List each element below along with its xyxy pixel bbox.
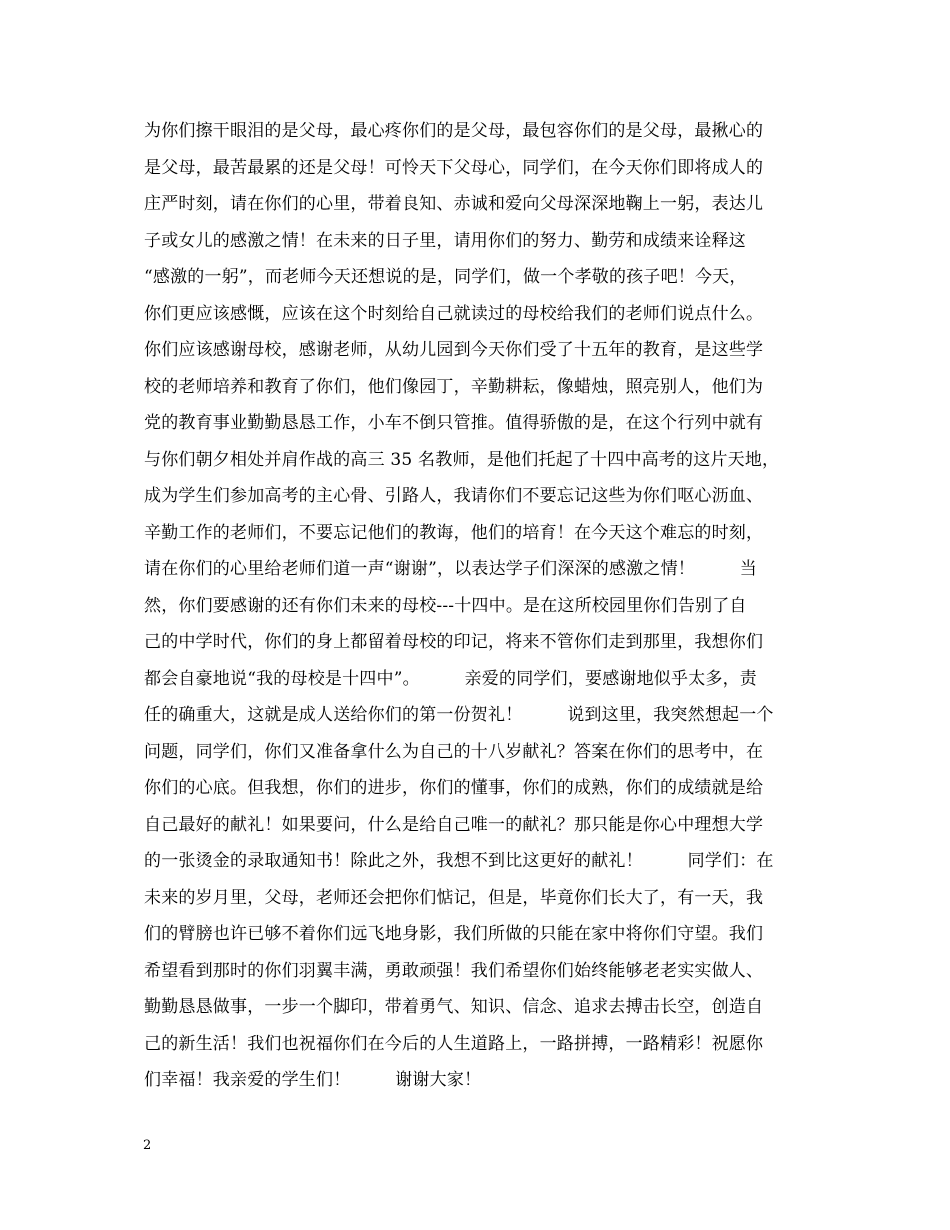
text-line: 们幸福！我亲爱的学生们！ 谢谢大家！ xyxy=(144,1070,482,1090)
text-line: 是父母，最苦最累的还是父母！可怜天下父母心，同学们，在今天你们即将成人的 xyxy=(144,157,764,178)
text-line: 庄严时刻，请在你们的心里，带着良知、赤诚和爱向父母深深地鞠上一躬，表达儿 xyxy=(144,194,764,214)
text-line: 党的教育事业勤勤恳恳工作，小车不倒只管推。值得骄傲的是，在这个行列中就有 xyxy=(144,413,764,433)
body-text xyxy=(144,113,824,1099)
text-line: 你们更应该感慨，应该在这个时刻给自己就读过的母校给我们的老师们说点什么。 xyxy=(144,303,764,324)
text-line: 辛勤工作的老师们，不要忘记他们的教诲，他们的培育！在今天这个难忘的时刻， xyxy=(144,522,764,543)
text-line: 都会自豪地说“我的母校是十四中”。 亲爱的同学们，要感谢地似乎太多，责 xyxy=(144,668,758,689)
text-line: 子或女儿的感激之情！在未来的日子里，请用你们的努力、勤劳和成绩来诠释这 xyxy=(144,230,746,251)
text-line: 成为学生们参加高考的主心骨、引路人，我请你们不要忘记这些为你们呕心沥血、 xyxy=(144,486,764,506)
text-line: 的一张烫金的录取通知书！除此之外，我想不到比这更好的献礼！ 同学们：在 xyxy=(144,851,774,871)
text-line: 问题，同学们，你们又准备拿什么为自己的十八岁献礼？答案在你们的思考中，在 xyxy=(144,741,764,762)
text-line: “感激的一躬”，而老师今天还想说的是，同学们，做一个孝敬的孩子吧！今天， xyxy=(144,267,747,287)
text-line: 请在你们的心里给老师们道一声“谢谢”，以表达学子们深深的感激之情！ 当 xyxy=(144,559,758,579)
text-line: 你们的心底。但我想，你们的进步，你们的懂事，你们的成熟，你们的成绩就是给 xyxy=(144,778,764,798)
text-line: 未来的岁月里，父母，老师还会把你们惦记，但是，毕竟你们长大了，有一天，我 xyxy=(144,887,764,908)
text-line: 与你们朝夕相处并肩作战的高三 35 名教师，是他们托起了十四中高考的这片天地， xyxy=(144,449,780,470)
page-number: 2 xyxy=(143,1138,152,1153)
text-line: 己的新生活！我们也祝福你们在今后的人生道路上，一路拼搏，一路精彩！祝愿你 xyxy=(144,1033,764,1054)
text-line: 校的老师培养和教育了你们，他们像园丁，辛勤耕耘，像蜡烛，照亮别人，他们为 xyxy=(144,376,764,397)
text-line: 然，你们要感谢的还有你们未来的母校---十四中。是在这所校园里你们告别了自 xyxy=(144,595,747,616)
text-line: 希望看到那时的你们羽翼丰满，勇敢顽强！我们希望你们始终能够老老实实做人、 xyxy=(144,960,764,981)
text-line: 自己最好的献礼！如果要问，什么是给自己唯一的献礼？那只能是你心中理想大学 xyxy=(144,814,764,835)
text-line: 勤勤恳恳做事，一步一个脚印，带着勇气、知识、信念、追求去搏击长空，创造自 xyxy=(144,997,764,1017)
text-line: 己的中学时代，你们的身上都留着母校的印记，将来不管你们走到那里，我想你们 xyxy=(144,632,764,652)
text-line: 任的确重大，这就是成人送给你们的第一份贺礼！ 说到这里，我突然想起一个 xyxy=(144,705,774,725)
text-line: 为你们擦干眼泪的是父母，最心疼你们的是父母，最包容你们的是父母，最揪心的 xyxy=(144,121,764,141)
text-line: 你们应该感谢母校，感谢老师，从幼儿园到今天你们受了十五年的教育，是这些学 xyxy=(144,340,764,360)
text-line: 们的臂膀也许已够不着你们远飞地身影，我们所做的只能在家中将你们守望。我们 xyxy=(144,924,764,944)
